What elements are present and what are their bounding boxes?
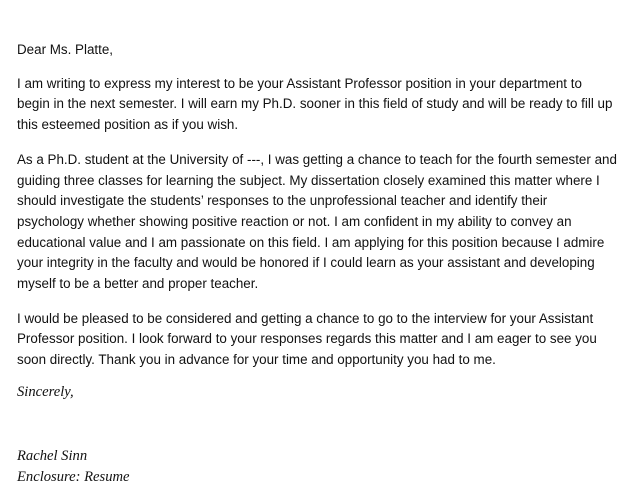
cover-letter (17, 40, 617, 385)
letter-paragraph-closing: I would be pleased to be considered and getting a chance to go to the interview for your Assistant Professor position. I look forward to your responses regards this matter and I am eager to see you soon directly. Thank you in advance for your time and opportunity you had to me. (17, 310, 597, 368)
letter-enclosure: Enclosure: Resume (17, 469, 130, 485)
letter-greeting: Dear Ms. Platte, (17, 42, 113, 57)
letter-paragraph-intro: I am writing to express my interest to be your Assistant Professor position in your department to begin in the next semester. I will earn my Ph.D. sooner in this field of study and will be ready to fill up this esteemed position as if you wish. (17, 75, 613, 133)
letter-signature-name: Rachel Sinn (17, 448, 88, 464)
letter-paragraph-experience: As a Ph.D. student at the University of ---, I was getting a chance to teach for the fourth semester and guiding three classes for learning the subject. My dissertation closely examined this matter where I should investigate the students’ responses to the unprofessional teacher and identify their psychology whether showing positive reaction or not. I am confident in my ability to convey an educational value and I am passionate on this field. I am applying for this position because I admire your integrity in the faculty and would be honored if I could learn as your assistant and developing myself to be a better and proper teacher. (17, 151, 617, 292)
letter-closing: Sincerely, (17, 384, 74, 400)
